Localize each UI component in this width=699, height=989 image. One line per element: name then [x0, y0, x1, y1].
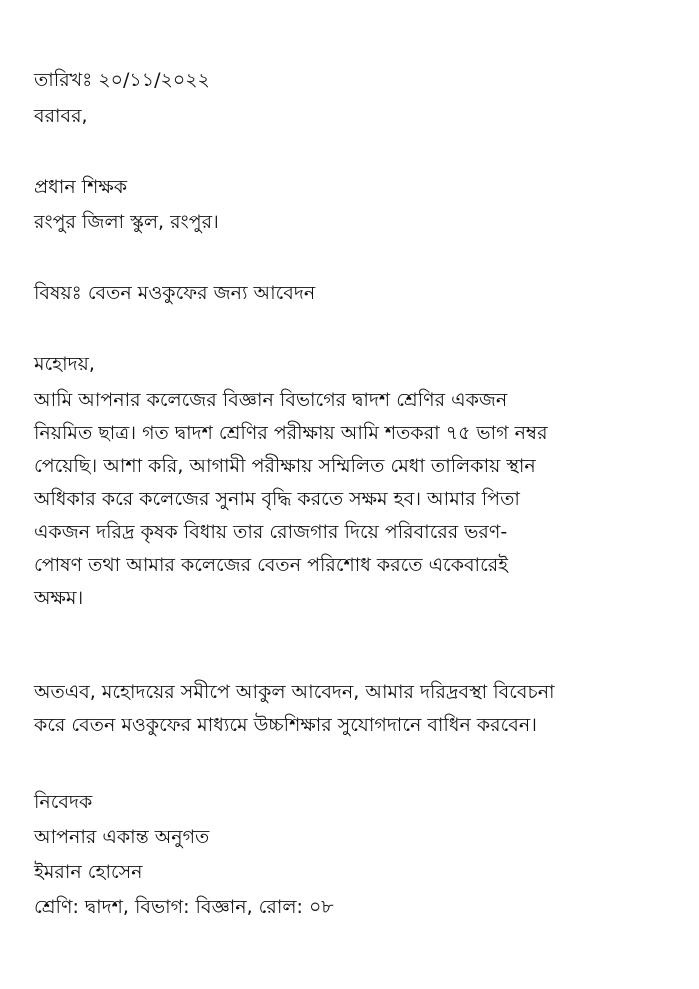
- body-line: একজন দরিদ্র কৃষক বিধায় তার রোজগার দিয়ে পরিবারের ভরণ-: [34, 521, 508, 543]
- closing-label: নিবেদক: [34, 791, 93, 813]
- request-line: অতএব, মহোদয়ের সমীপে আকুল আবেদন, আমার দরিদ্রবস্থা বিবেচনা: [34, 681, 555, 703]
- body-line: অক্ষম।: [34, 587, 84, 609]
- body-line: পেয়েছি। আশা করি, আগামী পরীক্ষায় সম্মিলিত মেধা তালিকায় স্থান: [34, 455, 536, 477]
- request-line: করে বেতন মওকুফের মাধ্যমে উচ্চশিক্ষার সুযোগদানে বাধিন করবেন।: [34, 714, 537, 736]
- letter-date: তারিখঃ ২০/১১/২০২২: [34, 69, 210, 91]
- recipient-title: প্রধান শিক্ষক: [34, 176, 128, 198]
- closing-phrase: আপনার একান্ত অনুগত: [34, 826, 210, 848]
- letter-request: [34, 676, 674, 742]
- letter-greeting: মহোদয়,: [34, 353, 95, 375]
- sender-name: ইমরান হোসেন: [34, 861, 143, 883]
- body-line: নিয়মিত ছাত্র। গত দ্বাদশ শ্রেণির পরীক্ষায় আমি শতকরা ৭৫ ভাগ নম্বর: [34, 422, 548, 444]
- body-line: পোষণ তথা আমার কলেজের বেতন পরিশোধ করতে একেবারেই: [34, 554, 509, 576]
- body-line: আমি আপনার কলেজের বিজ্ঞান বিভাগের দ্বাদশ শ্রেণির একজন: [34, 389, 508, 411]
- letter-subject: বিষয়ঃ বেতন মওকুফের জন্য আবেদন: [34, 282, 316, 304]
- recipient-address: রংপুর জিলা স্কুল, রংপুর।: [34, 211, 219, 233]
- letter-body: [34, 384, 674, 615]
- body-line: অধিকার করে কলেজের সুনাম বৃদ্ধি করতে সক্ষম হব। আমার পিতা: [34, 488, 520, 510]
- salutation-to: বরাবর,: [34, 105, 88, 127]
- sender-details: শ্রেণি: দ্বাদশ, বিভাগ: বিজ্ঞান, রোল: ০৮: [34, 896, 334, 918]
